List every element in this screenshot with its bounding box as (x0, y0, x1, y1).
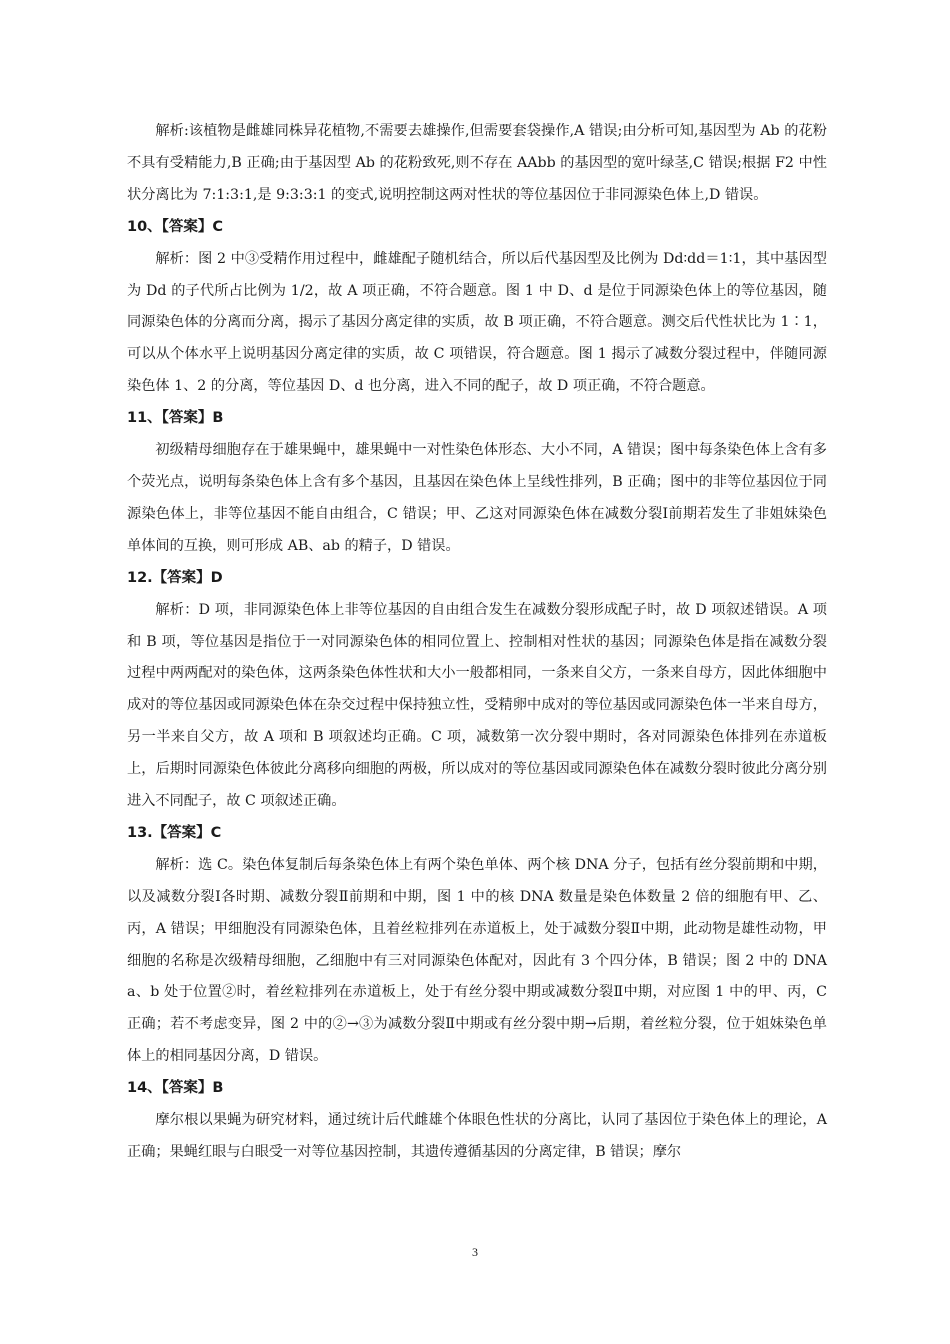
answer-heading-13: 13.【答案】C (127, 824, 222, 841)
explanation-paragraph-12: 解析：D 项，非同源染色体上非等位基因的自由组合发生在减数分裂形成配子时，故 D 项叙述错误。A 项和 B 项，等位基因是指位于一对同源染色体的相同位置上、控制相对性状的基因；同源染色体是指在减数分裂过程中两两配对的染色体，这两条染色体性状和大小一般都相同，一条来自父方，一条来自母方，因此体细胞中成对的等位基因或同源染色体在杂交过程中保持独立性，受精卵中成对的等位基因或同源染色体一半来自母方，另一半来自父方，故 A 项和 B 项叙述均正确。C 项，减数第一次分裂中期时，各对同源染色体排列在赤道板上，后期时同源染色体彼此分离移向细胞的两极，所以成对的等位基因或同源染色体在减数分裂时彼此分离分别进入不同配子，故 C 项叙述正确。 (127, 601, 827, 810)
explanation-paragraph-14: 摩尔根以果蝇为研究材料，通过统计后代雌雄个体眼色性状的分离比，认同了基因位于染色体上的理论，A 正确；果蝇红眼与白眼受一对等位基因控制，其遗传遵循基因的分离定律，B 错误；摩尔 (127, 1112, 827, 1160)
explanation-paragraph-10: 解析：图 2 中③受精作用过程中，雌雄配子随机结合，所以后代基因型及比例为 Dd∶dd＝1∶1，其中基因型为 Dd 的子代所占比例为 1/2，故 A 项正确，不符合题意。图 1 中 D、d 是位于同源染色体上的等位基因，随同源染色体的分离而分离，揭示了基因分离定律的实质，故 B 项正确，不符合题意。测交后代性状比为 1∶1，可以从个体水平上说明基因分离定律的实质，故 C 项错误，符合题意。图 1 揭示了减数分裂过程中，伴随同源染色体 1、2 的分离，等位基因 D、d 也分离，进入不同的配子，故 D 项正确，不符合题意。 (127, 250, 827, 395)
page-content (127, 116, 827, 1169)
explanation-paragraph-9: 解析:该植物是雌雄同株异花植物,不需要去雄操作,但需要套袋操作,A 错误;由分析可知,基因型为 Ab 的花粉不具有受精能力,B 正确;由于基因型 Ab 的花粉致死,则不存在 AAbb 的基因型的宽叶绿茎,C 错误;根据 F2 中性状分离比为 7:1:3:1,是 9:3:3:1 的变式,说明控制这两对性状的等位基因位于非同源染色体上,D 错误。 (127, 123, 827, 203)
answer-heading-10: 10、【答案】C (127, 218, 224, 235)
answer-heading-11: 11、【答案】B (127, 410, 224, 427)
explanation-paragraph-11: 初级精母细胞存在于雄果蝇中，雄果蝇中一对性染色体形态、大小不同，A 错误；图中每条染色体上含有多个荧光点，说明每条染色体上含有多个基因，且基因在染色体上呈线性排列，B 正确；图中的非等位基因位于同源染色体上，非等位基因不能自由组合，C 错误；甲、乙这对同源染色体在减数分裂Ⅰ前期若发生了非姐妹染色单体间的互换，则可形成 AB、ab 的精子，D 错误。 (127, 442, 827, 554)
answer-heading-12: 12.【答案】D (127, 569, 223, 586)
page-number: 3 (472, 1245, 478, 1259)
answer-heading-14: 14、【答案】B (127, 1080, 224, 1097)
explanation-paragraph-13: 解析：选 C。染色体复制后每条染色体上有两个染色单体、两个核 DNA 分子，包括有丝分裂前期和中期，以及减数分裂Ⅰ各时期、减数分裂Ⅱ前期和中期，图 1 中的核 DNA 数量是染色体数量 2 倍的细胞有甲、乙、丙，A 错误；甲细胞没有同源染色体，且着丝粒排列在赤道板上，处于减数分裂Ⅱ中期，此动物是雄性动物，甲细胞的名称是次级精母细胞，乙细胞中有三对同源染色体配对，因此有 3 个四分体，B 错误；图 2 中的 DNA a、b 处于位置②时，着丝粒排列在赤道板上，处于有丝分裂中期或减数分裂Ⅱ中期，对应图 1 中的甲、丙，C 正确；若不考虑变异，图 2 中的②→③为减数分裂Ⅱ中期或有丝分裂中期→后期，着丝粒分裂，位于姐妹染色单体上的相同基因分离，D 错误。 (127, 856, 827, 1065)
